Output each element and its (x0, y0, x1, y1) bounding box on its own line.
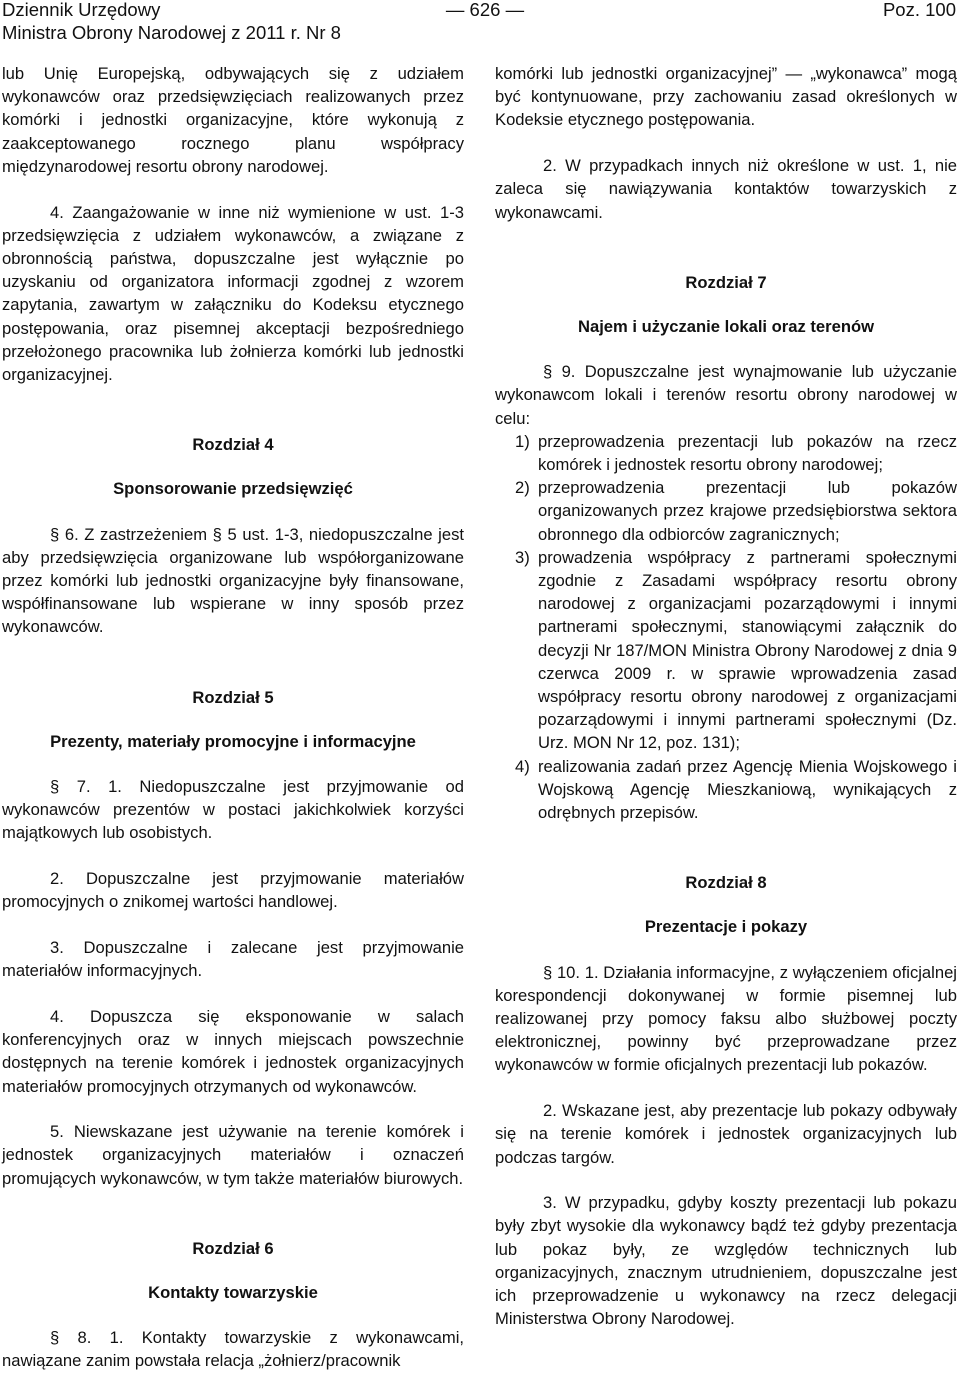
chapter-7-heading: Rozdział 7 (685, 272, 767, 292)
chapter-8-heading: Rozdział 8 (685, 873, 767, 893)
right-column (495, 62, 957, 1330)
list-item (495, 476, 957, 546)
paragraph-4: 4. Zaangażowanie w inne niż wymienione w ust. 1-3 przedsięwzięcia z udziałem wykonawców, a związane z obronnością państwa, dopuszczalne jest wyłącznie po uzyskaniu od organizatora informacji zgodnej z wzorem zapytania, zawartym w załączniku do Kodeksu etycznego postępowania, oraz pisemnej akceptacji bezpośredniego przełożonego pracownika lub żołnierza komórki lub jednostki organizacyjnej. (2, 202, 464, 384)
list-item-number: 3) (515, 547, 530, 567)
section-10-1: § 10. 1. Działania informacyjne, z wyłączeniem oficjalnej korespondencji dokonywanej w formie pisemnej lub realizowanej przy pomocy faksu albo służbowej poczty elektronicznej, powinny być przeprowadzane przez wykonawców w formie oficjalnych prezentacji lub pokazów. (495, 962, 957, 1075)
section-7-1: § 7. 1. Niedopuszczalne jest przyjmowanie od wykonawców prezentów w postaci jakichkolwiek korzyści majątkowych lub osobistych. (2, 776, 464, 843)
list-item-text: przeprowadzenia prezentacji lub pokazów na rzecz komórek i jednostek resortu obrony narodowej; (538, 431, 957, 474)
chapter-5-heading: Rozdział 5 (192, 687, 274, 707)
list-item-text: prowadzenia współpracy z partnerami społecznymi zgodnie z Zasadami współpracy resortu obrony narodowej z organizacjami pozarządowymi i innymi partnerami społecznymi, stanowiącymi załącznik do decyzji Nr 187/MON Ministra Obrony Narodowej z dnia 9 czerwca 2009 r. w sprawie wprowadzenia zasad współpracy resortu obrony narodowej z organizacjami pozarządowymi i innymi partnerami społecznymi (Dz. Urz. MON Nr 12, poz. 131); (538, 547, 957, 753)
list-item (495, 546, 957, 755)
chapter-6-heading: Rozdział 6 (192, 1238, 274, 1258)
section-9: § 9. Dopuszczalne jest wynajmowanie lub użyczanie wykonawcom lokali i terenów resortu obrony narodowej w celu: (495, 362, 957, 428)
section-9-list (495, 430, 957, 824)
section-6: § 6. Z zastrzeżeniem § 5 ust. 1-3, niedopuszczalne jest aby przedsięwzięcia organizowane lub współorganizowane przez komórki lub jednostki organizacyjne były finansowane, współfinansowane lub wspierane w inny sposób przez wykonawców. (2, 524, 464, 637)
issuer-name: Ministra Obrony Narodowej z 2011 r. Nr 8 (2, 22, 341, 43)
list-item (495, 755, 957, 825)
section-8-2: 2. W przypadkach innych niż określone w ust. 1, nie zaleca się nawiązywania kontaktów towarzyskich z wykonawcami. (495, 156, 957, 222)
list-item-text: przeprowadzenia prezentacji lub pokazów organizowanych przez krajowe przedsiębiorstwa sektora obronnego dla odbiorców zagranicznych; (538, 478, 957, 544)
section-10-3: 3. W przypadku, gdyby koszty prezentacji lub pokazu były zbyt wysokie dla wykonawcy bądź też gdyby prezentacja lub pokaz były, ze względów technicznych lub organizacyjnych, znacznym utrudnieniem, dopuszczalne jest ich przeprowadzenie u wykonawcy na rzecz delegacji Ministerstwa Obrony Narodowej. (495, 1193, 957, 1329)
section-10-2: 2. Wskazane jest, aby prezentacje lub pokazy odbywały się na terenie komórek i jednostek organizacyjnych lub podczas targów. (495, 1101, 957, 1167)
continuation-paragraph-right: komórki lub jednostki organizacyjnej” — „wykonawca” mogą być kontynuowane, przy zachowaniu zasad określonych w Kodeksie etycznego postępowania. (495, 64, 957, 130)
chapter-7-title: Najem i użyczanie lokali oraz terenów (577, 316, 875, 336)
list-item-number: 4) (515, 756, 530, 776)
section-7-5: 5. Niewskazane jest używanie na terenie komórek i jednostek organizacyjnych materiałów i oznaczeń promujących wykonawców, w tym także materiałów biurowych. (2, 1122, 464, 1188)
header-left (2, 0, 341, 44)
chapter-4-title: Sponsorowanie przedsięwzięć (113, 479, 353, 499)
chapter-5-title: Prezenty, materiały promocyjne i informacyjne (50, 731, 416, 751)
chapter-8-title: Prezentacje i pokazy (644, 917, 808, 937)
section-7-4: 4. Dopuszcza się eksponowanie w salach konferencyjnych oraz w innych miejscach powszechnie dostępnych na terenie komórek i jednostek organizacyjnych materiałów promocyjnych otrzymanych od wykonawców. (2, 1006, 464, 1096)
journal-name: Dziennik Urzędowy (2, 0, 161, 20)
list-item-number: 1) (515, 431, 530, 451)
list-item (495, 430, 957, 476)
section-7-3: 3. Dopuszczalne i zalecane jest przyjmowanie materiałów informacyjnych. (2, 937, 464, 981)
continuation-paragraph: lub Unię Europejską, odbywających się z udziałem wykonawców oraz przedsięwzięciach realizowanych przez komórki i jednostki organizacyjne, które wykonują z zaakceptowanego rocznego planu współpracy międzynarodowej resortu obrony narodowej. (2, 64, 464, 176)
position-number: Poz. 100 (882, 0, 956, 20)
section-7-2: 2. Dopuszczalne jest przyjmowanie materiałów promocyjnych o znikomej wartości handlowej. (2, 869, 464, 912)
list-item-number: 2) (515, 478, 530, 498)
chapter-6-title: Kontakty towarzyskie (148, 1283, 318, 1303)
page-header (0, 0, 960, 44)
chapter-4-heading: Rozdział 4 (192, 435, 274, 455)
list-item-text: realizowania zadań przez Agencję Mienia Wojskowego i Wojskową Agencję Mieszkaniową, wynikających z odrębnych przepisów. (538, 756, 957, 822)
section-8-1: § 8. 1. Kontakty towarzyskie z wykonawcami, nawiązane zanim powstała relacja „żołnierz/pracownik (2, 1328, 464, 1371)
left-column (2, 62, 464, 1373)
page-number: — 626 — (445, 0, 525, 20)
